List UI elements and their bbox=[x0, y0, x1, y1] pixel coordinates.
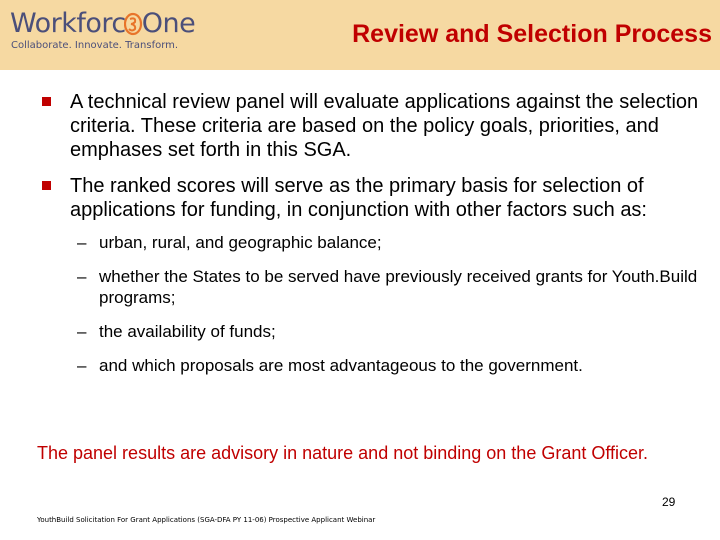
sub-list bbox=[42, 232, 702, 376]
sub-item bbox=[42, 266, 702, 308]
logo-text-workforce: Workforc bbox=[10, 8, 126, 39]
dash-bullet-icon: – bbox=[77, 322, 87, 341]
square-bullet-icon bbox=[42, 181, 51, 190]
bullet-item bbox=[42, 90, 702, 162]
slide-body bbox=[42, 90, 702, 390]
sub-item bbox=[42, 321, 702, 342]
sub-item-text: the availability of funds; bbox=[99, 322, 276, 341]
page-number: 29 bbox=[662, 495, 676, 509]
dash-bullet-icon: – bbox=[77, 267, 87, 286]
sub-item-text: and which proposals are most advantageous to the government. bbox=[99, 356, 583, 375]
sub-item-text: whether the States to be served have previously received grants for Youth.Build programs; bbox=[99, 267, 698, 307]
footer-text: YouthBuild Solicitation For Grant Applications (SGA-DFA PY 11-06) Prospective Applicant Webinar bbox=[37, 516, 376, 524]
dash-bullet-icon: – bbox=[77, 233, 87, 252]
logo-three-swirl-icon bbox=[126, 7, 142, 41]
logo-tagline: Collaborate. Innovate. Transform. bbox=[11, 40, 179, 51]
header-band bbox=[0, 0, 720, 70]
slide-title: Review and Selection Process bbox=[352, 20, 712, 48]
advisory-note: The panel results are advisory in nature and not binding on the Grant Officer. bbox=[37, 443, 649, 463]
bullet-item bbox=[42, 174, 702, 222]
sub-item bbox=[42, 232, 702, 253]
workforce3one-logo bbox=[10, 7, 210, 55]
bullet-text: A technical review panel will evaluate applications against the selection criteria. These criteria are based on the policy goals, priorities, and emphases set forth in this SGA. bbox=[70, 91, 699, 161]
sub-item bbox=[42, 355, 702, 376]
square-bullet-icon bbox=[42, 97, 51, 106]
logo-text-one: One bbox=[141, 8, 196, 39]
logo-wordmark bbox=[10, 7, 195, 41]
bullet-text: The ranked scores will serve as the primary basis for selection of applications for funding, in conjunction with other factors such as: bbox=[70, 175, 647, 221]
sub-item-text: urban, rural, and geographic balance; bbox=[99, 233, 382, 252]
dash-bullet-icon: – bbox=[77, 356, 87, 375]
